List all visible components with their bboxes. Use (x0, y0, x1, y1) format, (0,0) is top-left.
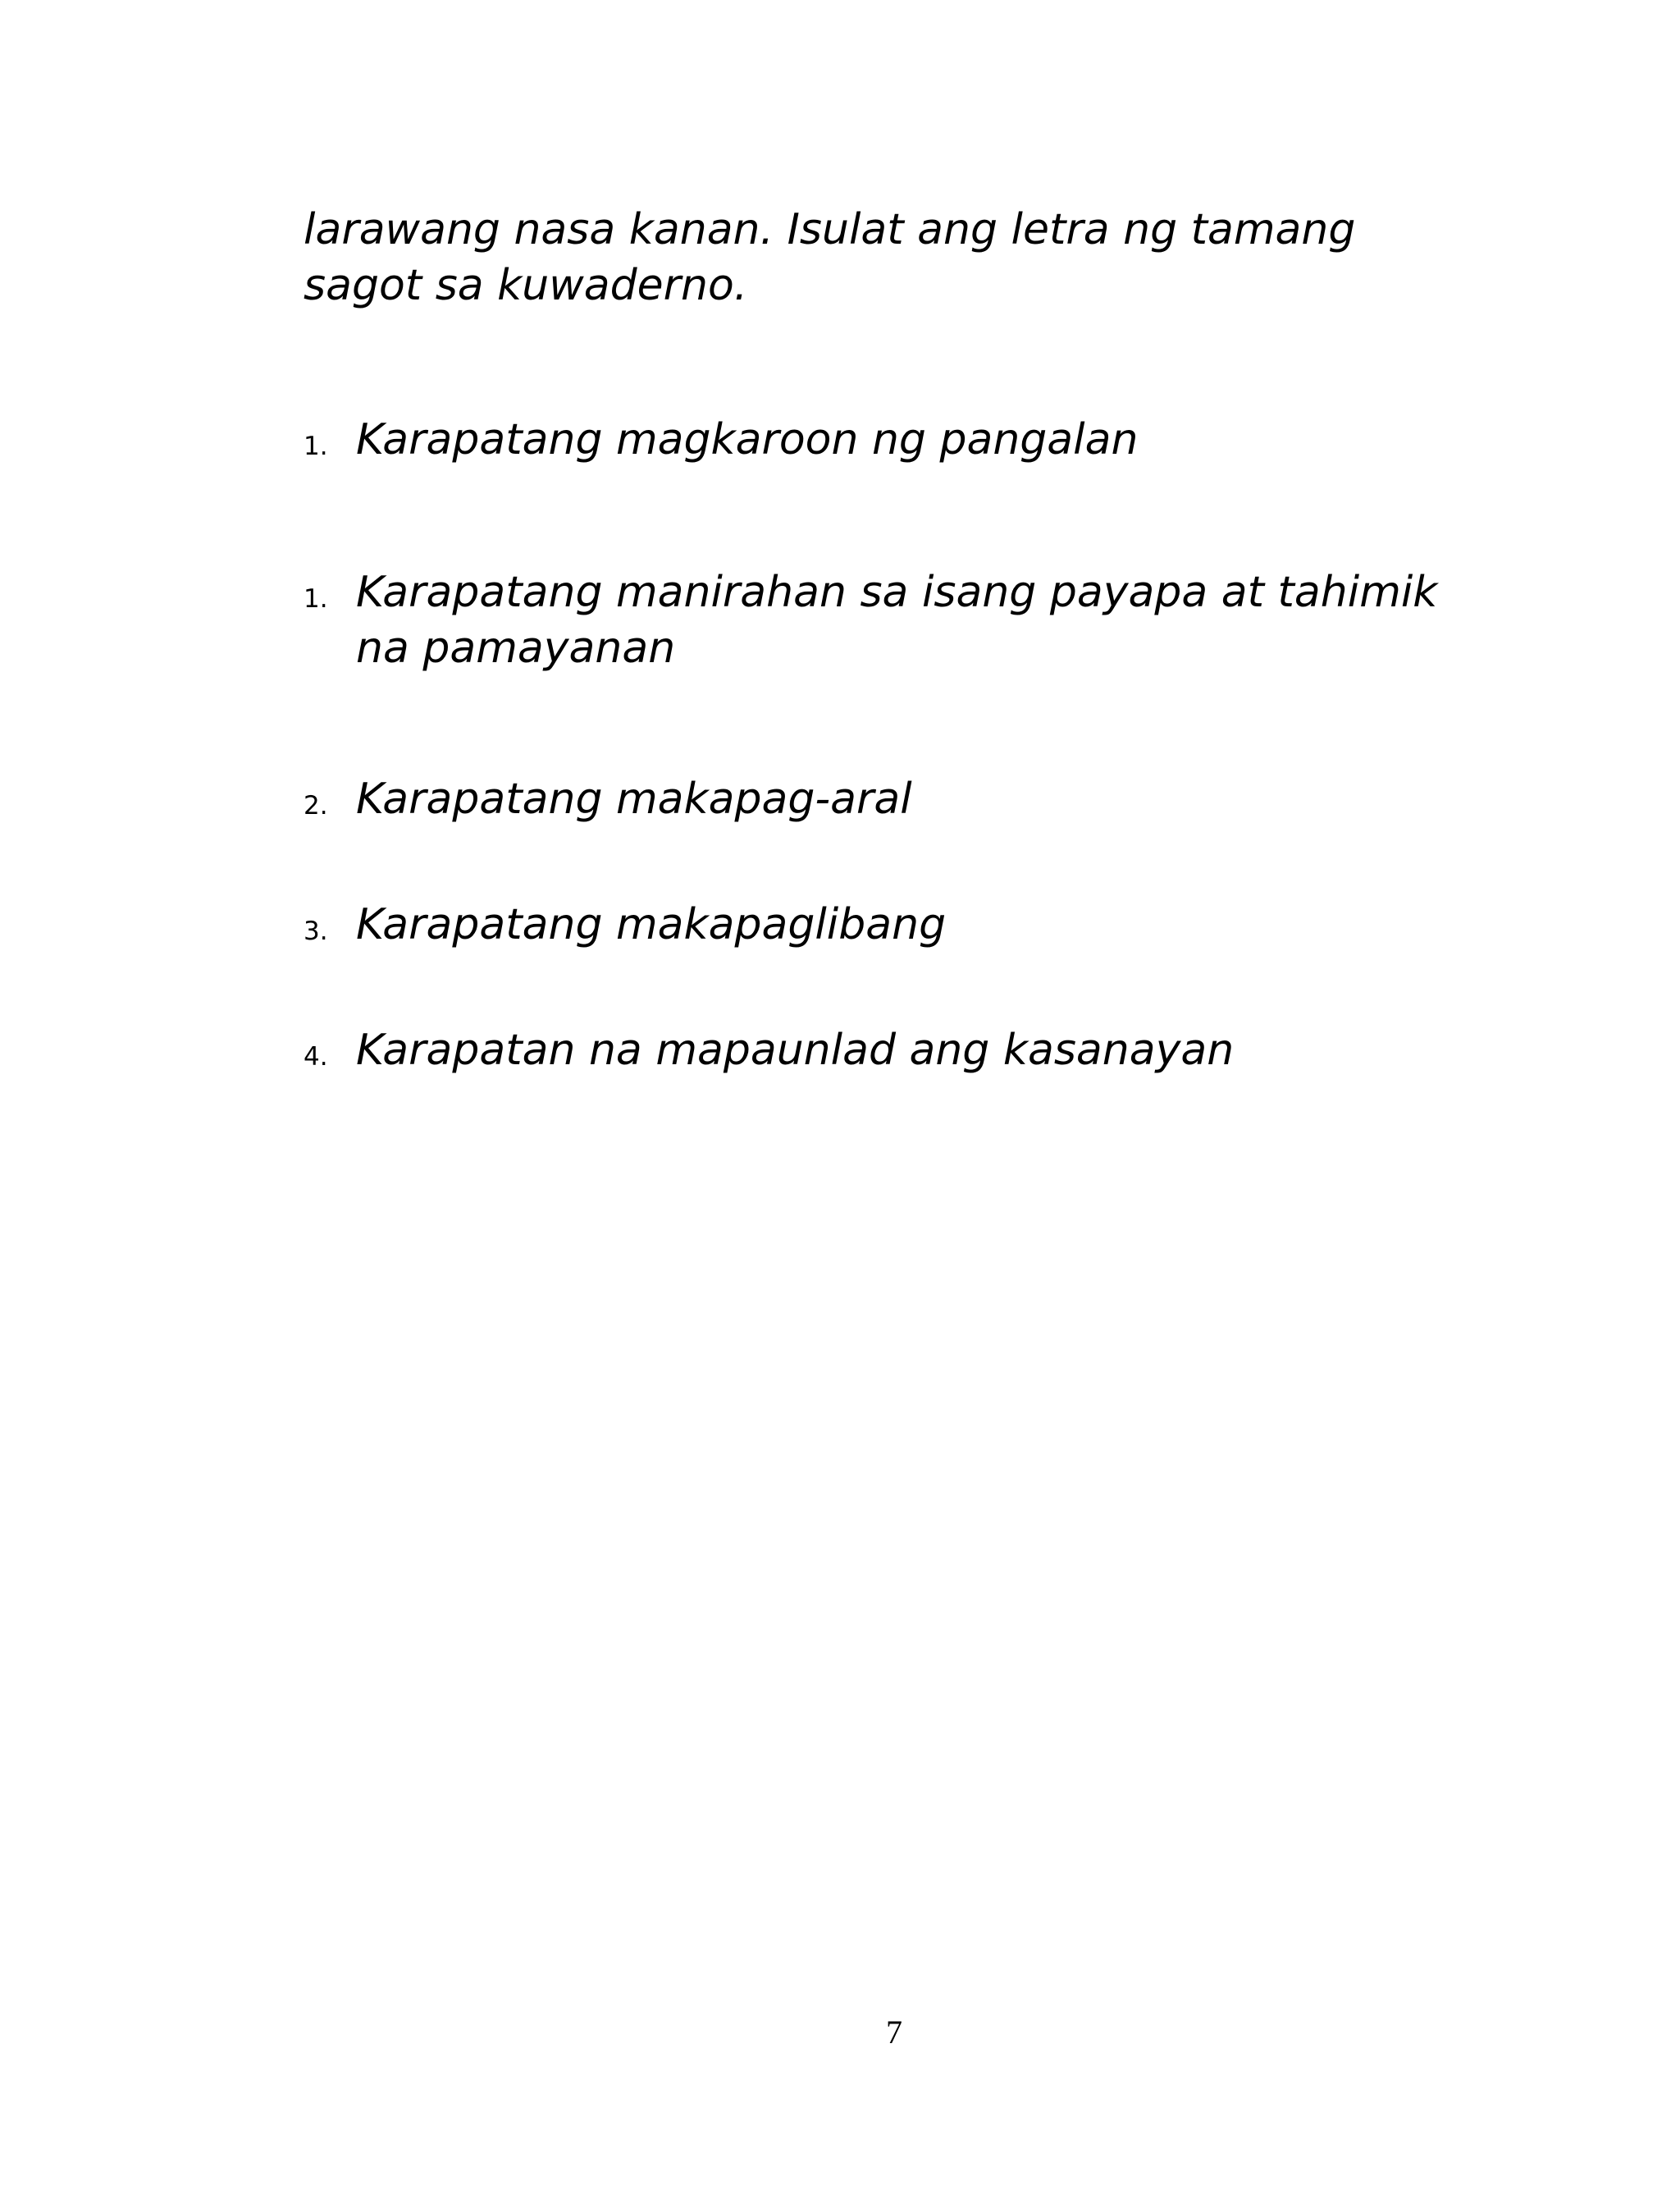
item-number: 4. (304, 1042, 328, 1072)
page-number: 7 (886, 2014, 902, 2051)
item-text: Karapatang manirahan sa isang payapa at tahimik na pamayanan (356, 568, 1438, 673)
item-text: Karapatang magkaroon ng pangalan (356, 415, 1139, 464)
item-text: Karapatang makapag-aral (356, 775, 912, 824)
item-number: 3. (304, 917, 328, 946)
instructions-text: larawang nasa kanan. Isulat ang letra ng tamang sagot sa kuwaderno. (304, 205, 1356, 310)
item-number: 1. (304, 432, 328, 461)
item-number: 1. (304, 584, 328, 614)
item-text: Karapatang makapaglibang (356, 900, 947, 949)
item-text: Karapatan na mapaunlad ang kasanayan (356, 1026, 1235, 1075)
item-number: 2. (304, 791, 328, 821)
